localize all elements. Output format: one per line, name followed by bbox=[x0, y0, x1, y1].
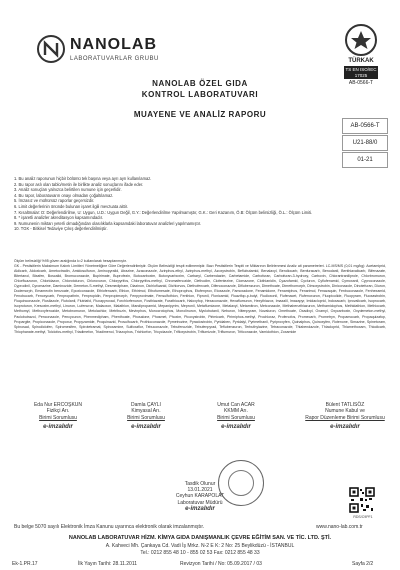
logo-text: NANOLAB bbox=[70, 36, 157, 53]
note-item: 3. Analiz sonuçları yalnızca belirtilen numune için geçerlidir. bbox=[14, 187, 122, 193]
page-number: Sayfa 2/2 bbox=[352, 561, 374, 567]
turkak-label: TÜRKAK bbox=[348, 58, 374, 64]
signer-title: Numune Kabul ve bbox=[325, 408, 365, 415]
signature-block bbox=[300, 402, 390, 431]
e-signature-note: e-imzalıdır bbox=[221, 424, 251, 431]
e-signature-note: e-imzalıdır bbox=[131, 424, 161, 431]
signer-name: Damla ÇAYLI bbox=[131, 402, 161, 408]
e-signature-law-note: Bu belge 5070 sayılı Elektronik İmza Kanunu uyarınca elektronik olarak imzalanmıştır. bbox=[14, 524, 205, 530]
qr-code-icon bbox=[349, 487, 375, 513]
signer-title: KKMM Arı. bbox=[224, 408, 248, 415]
pesticide-list-paragraph bbox=[14, 259, 386, 335]
report-title: MUAYENE VE ANALİZ RAPORU bbox=[133, 110, 267, 119]
logo-subtitle: LABORATUVARLAR GRUBU bbox=[70, 56, 159, 62]
uncertainty-note: Ölçüm belirsizliği %95 güven aralığında k=2 kullanılarak hesaplanmıştır. bbox=[14, 259, 127, 263]
signer-role: Birimi Sorumlusu bbox=[217, 414, 255, 421]
e-signature-note: e-imzalıdır bbox=[185, 505, 215, 512]
note-item: 9. Numunenin miktarı yeterli olmadığından olasılıklarla kapsamdaki laboratuvar analizleri yapılmamıştır. bbox=[14, 220, 202, 226]
approver-title: Laboratuvar Müdürü bbox=[177, 499, 223, 506]
note-item: 2. Bu rapor aslı olan tablo/metin ile birlikte analiz sonuçlarını ifade eder. bbox=[14, 181, 144, 187]
signer-role: Rapor Düzenleme Birimi Sorumlusu bbox=[305, 414, 385, 421]
accreditation-code: AB-0566-T bbox=[342, 118, 388, 134]
e-signature-note: e-imzalıdır bbox=[330, 424, 360, 431]
signature-block bbox=[106, 402, 186, 431]
website-link[interactable]: www.nano-lab.com.tr bbox=[316, 524, 363, 530]
e-signature-note: e-imzalıdır bbox=[43, 424, 73, 431]
note-item: 1. Bu analiz raporunun hiçbir bölümü tek başına veya ayrı ayrı kullanılamaz. bbox=[14, 176, 152, 181]
signer-title: Fizikçi Arı. bbox=[46, 408, 70, 415]
logo-icon bbox=[36, 34, 66, 64]
signer-title: Kimyasal Arı. bbox=[131, 408, 161, 415]
turkak-standard: TS EN ISO/IEC 17025 bbox=[345, 67, 377, 78]
note-item: 10. TGK - Bitkisel Tedaviye Çıkış değerlendirilmiştir. bbox=[14, 226, 108, 232]
turkak-seal-icon bbox=[345, 24, 377, 56]
note-item: 7. Kısaltmalar: D: Değerlendirilme, U: Uygun, U.D.: Uygun Değil, G.Y.: Değerlendirilme Yapılmamıştır, G.K.: Geri Kazanım, Ö.B: Ölçüm belirsizliği, Ö.L.: Ölçüm Limiti. bbox=[14, 209, 313, 215]
signature-block bbox=[196, 402, 276, 431]
report-number: U21-88/0 bbox=[342, 135, 388, 151]
approval-label: Tasdik Olunur bbox=[184, 481, 216, 487]
publish-date: İlk Yayın Tarihi: 28.11.2011 bbox=[78, 561, 138, 567]
lab-stamp-icon bbox=[218, 460, 264, 506]
approval-date: 13.01.2021 bbox=[187, 487, 213, 494]
note-item: 6. Limit değerlerinin önünde bulunan işaret ilgili mevzuata aittir. bbox=[14, 203, 129, 209]
signer-role: Birimi Sorumlusu bbox=[39, 414, 77, 421]
company-name: NANOLAB LABORATUVAR HİZM. KİMYA GIDA DANIŞMANLIK ÇEVRE EĞİTİM SAN. VE TİC. LTD. ŞTİ. bbox=[68, 535, 332, 541]
turkak-code: AB-0566-T bbox=[348, 80, 374, 86]
document-number: Ek-1.PR.17 bbox=[12, 561, 38, 567]
company-address: A. Kahveci Mh. Çankaya Cd. Vadi İş Mrkz. N-2 E K: 2 No: 25 Beylikdüzü - İSTANBUL bbox=[105, 543, 295, 549]
signer-name: Umut Can ACAR bbox=[217, 402, 255, 408]
revision-date: Revizyon Tarihi / No: 05.09.2017 / 03 bbox=[180, 561, 262, 567]
company-contact: Tel.: 0212 855 48 10 - 855 02 53 Fax: 0212 855 48 33 bbox=[140, 550, 260, 556]
pesticide-list: GK - Pestisitlerin Maksimum Kalıntı Limitleri Yönetmeliğine Göre Değerlendirilmiştir. Ölçüm Belirsizliği tespit edilmemiştir. Bazı Pestisitlerin Tespiti ve Miktarının Belirlenmesi Analiz ait parametreleri. LC-MS/MS (0,01 mg/kg): Acetamiprid, Aldicarb, Aldoxicarb, Ametoctradin, Amidosulfuron, Aminopyralid, Atrazine, Azaconazole, Azinphos-ethyl, Azinphos-methyl, Azoxystrobin, Beflubutamid, Benalaxyl, Bendiocarb, Benfuracarb, Benodanil, Benthiavalicarb, Bifenazate, Bitertanol, Bixafen, Boscalid, Bromuconazole, Bupirimate, Buprofezin, Butocarboxim, Butoxycarboxim, Carbaryl, Carbendazim, Carbetamide, Carbofuran, Carbofuran-3-hydroxy, Carboxin, Chlorantraniliprole, Chlorbromuron, Chlorfluazuron, Chloridazon, Chlorotoluron, Chloroxuron, Chlorpyrifos, Chlorpyrifos-methyl, Chromafenozide, Clethodim, Clofentezine, Clomazone, Clothianidin, Cyazofamid, Cycluron, Cyflufenamid, Cymoxanil, Cyproconazole, Cyprodinil, Cyromazine, Daminozide, Demeton-S-methyl, Desmedipham, Diazinon, Dichlofluanid, Dichlorvos, Diethofencarb, Difenoconazole, Diflubenzuron, Dimethoate, Dimethomorph, Dimoxystrobin, Diniconazole, Dinotefuran, Diuron, Dodemorph, Emamectin benzoate, Epoxiconazole, Ethiofencarb, Ethion, Ethirimol, Ethofumesate, Ethoprophos, Etofenprox, Etoxazole, Famoxadone, Fenamidone, Fenamiphos, Fenarimol, Fenazaquin, Fenbuconazole, Fenhexamid, Fenobucarb, Fenoxycarb, Fenpropathrin, Fenpropidin, Fenpropimorph, Fenpyroximate, Fensulfothion, Fenthion, Fipronil, Flonicamid, Fluazifop-p-butyl, Fludioxonil, Flufenacet, Flufenoxuron, Fluopicolide, Fluopyram, Fluoxastrobin, Fluquinconazole, Flusilazole, Flutolanil, Flutriafol, Fluxapyroxad, Forchlorfenuron, Fosthiazate, Furathiocarb, Haloxyfop, Hexaconazole, Hexaflumuron, Hexythiazox, Imazalil, Imazapyr, Imidacloprid, Indoxacarb, Iprovalicarb, Isoprocarb, Isoproturon, Kresoxim-methyl, Linuron, Lufenuron, Malaoxon, Malathion, Mandipropamid, Mepanipyrim, Mepronil, Metaflumizone, Metalaxyl, Metamitron, Metconazole, Methabenzthiazuron, Methamidophos, Methidathion, Methiocarb, Methomyl, Methoxyfenozide, Metobromuron, Metolachlor, Metribuzin, Mevinphos, Monocrotophos, Monolinuron, Myclobutanil, Neburon, Nitenpyram, Novaluron, Omethoate, Oxadixyl, Oxamyl, Oxycarboxin, Oxydemeton-methyl, Paclobutrazol, Penconazole, Pencycuron, Phenmedipham, Phenthoate, Phosalone, Phosmet, Phoxim, Picoxystrobin, Pirimicarb, Pirimiphos-methyl, Prochloraz, Profenofos, Promecarb, Prometryn, Propamocarb, Propaquizafop, Propargite, Propiconazole, Propoxur, Propyzamide, Proquinazid, Prosulfocarb, Prothioconazole, Pymetrozine, Pyraclostrobin, Pyridaben, Pyridalyl, Pyrimethanil, Pyriproxyfen, Quinalphos, Quinoxyfen, Rotenone, Simazine, Spinetoram, Spinosad, Spirodiclofen, Spiromesifen, Spirotetramat, Spiroxamine, Sulfoxaflor, Tebuconazole, Tebufenozide, Tebufenpyrad, Teflubenzuron, Terbuthylazine, Tetraconazole, Thiabendazole, Thiacloprid, Thiamethoxam, Thiodicarb, Thiophanate-methyl, Tolclofos-methyl, Triadimefon, Triadimenol, Triazophos, Trichlorfon, Tricyclazole, Trifloxystrobin, Triflumizole, Triflumuron, Triticonazole, Vamidothion, Zoxamide bbox=[14, 264, 386, 334]
signer-role: Birimi Sorumlusu bbox=[127, 414, 165, 421]
note-item: 5. İmzasız ve mühürsüz raporlar geçersizdir. bbox=[14, 198, 95, 204]
note-item: 4. Bu rapor, laboratuvarın onayı olmadan çoğaltılamaz. bbox=[14, 192, 114, 198]
report-notes bbox=[14, 176, 386, 232]
lab-title-line2: KONTROL LABORATUVARI bbox=[141, 90, 259, 99]
approver-name: Ceyhun KARAPOLAT bbox=[175, 493, 225, 500]
signer-name: Bülent TATLISÖZ bbox=[325, 402, 365, 408]
signer-name: Eda Nur ERCOŞKUN bbox=[33, 402, 83, 408]
lab-title-line1: NANOLAB ÖZEL GIDA bbox=[152, 79, 248, 88]
report-period: 01-21 bbox=[342, 152, 388, 168]
company-logo bbox=[36, 32, 186, 72]
note-item: 8. * işaretli analizler akreditasyon kapsamındadır. bbox=[14, 215, 103, 221]
signature-block bbox=[18, 402, 98, 431]
qr-caption: RDS/C9PF1 bbox=[353, 515, 373, 519]
